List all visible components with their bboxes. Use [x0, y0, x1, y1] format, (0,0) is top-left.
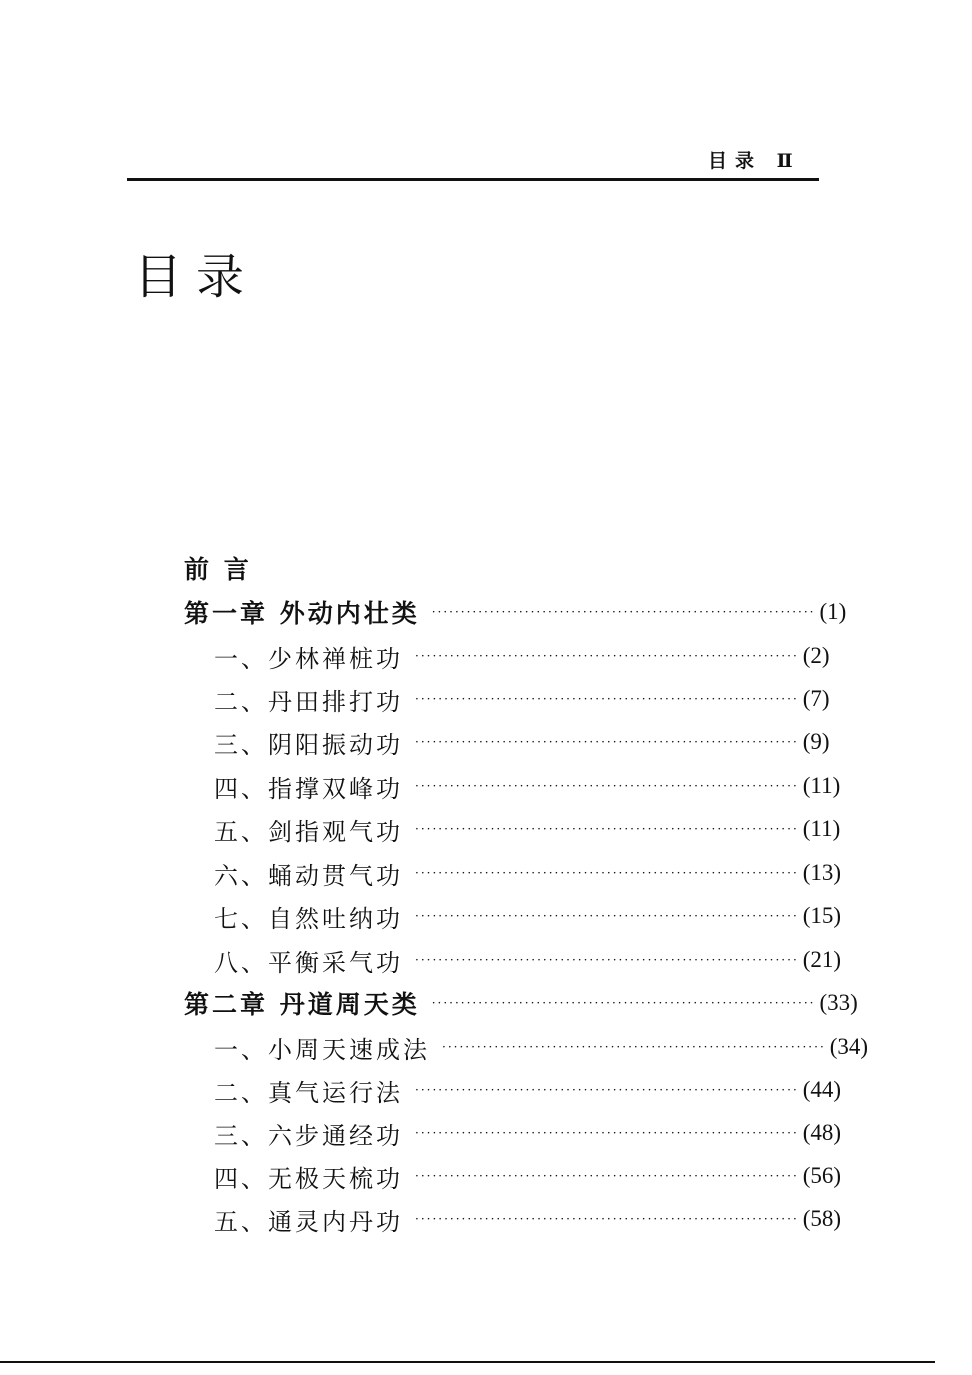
section-title: 四、无极天梳功	[214, 1164, 403, 1193]
section-title: 六、蛹动贯气功	[214, 861, 403, 890]
dot-leader: ··································································	[415, 779, 799, 793]
page-number: (44)	[802, 1077, 842, 1102]
section-title: 一、少林禅桩功	[214, 644, 403, 673]
header-rule	[127, 178, 819, 181]
page-number: (2)	[802, 643, 830, 668]
toc-section	[214, 639, 830, 673]
section-title: 一、小周天速成法	[214, 1035, 430, 1064]
toc-section	[214, 769, 841, 803]
section-title: 二、丹田排打功	[214, 687, 403, 716]
page-number: (11)	[802, 773, 841, 798]
chapter-title: 第一章 外动内壮类	[184, 599, 420, 628]
dot-leader: ··································································	[415, 735, 799, 749]
section-title: 七、自然吐纳功	[214, 904, 403, 933]
toc-section	[214, 1073, 842, 1107]
chapter-title: 第二章 丹道周天类	[184, 990, 420, 1019]
dot-leader: ··································································	[442, 1040, 826, 1054]
running-header: 目录 Ⅱ	[708, 150, 801, 172]
toc-section	[214, 812, 841, 846]
dot-leader: ··································································	[431, 605, 816, 619]
dot-leader: ··································································	[415, 1083, 799, 1097]
dot-leader: ··································································	[415, 1169, 799, 1183]
dot-leader: ··································································	[415, 909, 799, 923]
section-title: 五、剑指观气功	[214, 817, 403, 846]
dot-leader: ··································································	[415, 822, 799, 836]
toc-section	[214, 725, 830, 759]
page-number: (7)	[802, 686, 830, 711]
toc-preface	[184, 551, 252, 585]
toc-section	[214, 1159, 842, 1193]
dot-leader: ··································································	[415, 692, 799, 706]
toc-chapter-1	[184, 595, 847, 629]
dot-leader: ··································································	[415, 649, 799, 663]
toc-section	[214, 682, 830, 716]
bottom-rule	[0, 1361, 935, 1363]
toc-section	[214, 856, 842, 890]
page-number: (13)	[802, 860, 842, 885]
page-number: (33)	[819, 990, 858, 1015]
section-title: 二、真气运行法	[214, 1078, 403, 1107]
dot-leader: ··································································	[415, 1126, 799, 1140]
dot-leader: ··································································	[415, 953, 799, 967]
section-title: 四、指撑双峰功	[214, 774, 403, 803]
dot-leader: ··································································	[415, 1212, 799, 1226]
section-title: 八、平衡采气功	[214, 948, 403, 977]
section-title: 三、阴阳振动功	[214, 730, 403, 759]
toc-section	[214, 1116, 842, 1150]
toc-preface-label: 前 言	[184, 555, 252, 584]
page-number: (56)	[802, 1163, 842, 1188]
page-number: (15)	[802, 903, 842, 928]
page-number: (58)	[802, 1206, 842, 1231]
section-title: 三、六步通经功	[214, 1121, 403, 1150]
section-title: 五、通灵内丹功	[214, 1207, 403, 1236]
page-number: (34)	[829, 1034, 869, 1059]
toc-section	[214, 899, 842, 933]
page-title: 目录	[134, 249, 259, 306]
page-number: (21)	[802, 947, 842, 972]
page-number: (11)	[802, 816, 841, 841]
toc-section	[214, 1030, 869, 1064]
toc-section	[214, 1202, 842, 1236]
dot-leader: ··································································	[415, 866, 799, 880]
page-number: (1)	[819, 599, 847, 624]
page-number: (9)	[802, 729, 830, 754]
toc-section	[214, 943, 842, 977]
toc-chapter-2	[184, 986, 858, 1020]
page-number: (48)	[802, 1120, 842, 1145]
dot-leader: ··································································	[431, 996, 816, 1010]
